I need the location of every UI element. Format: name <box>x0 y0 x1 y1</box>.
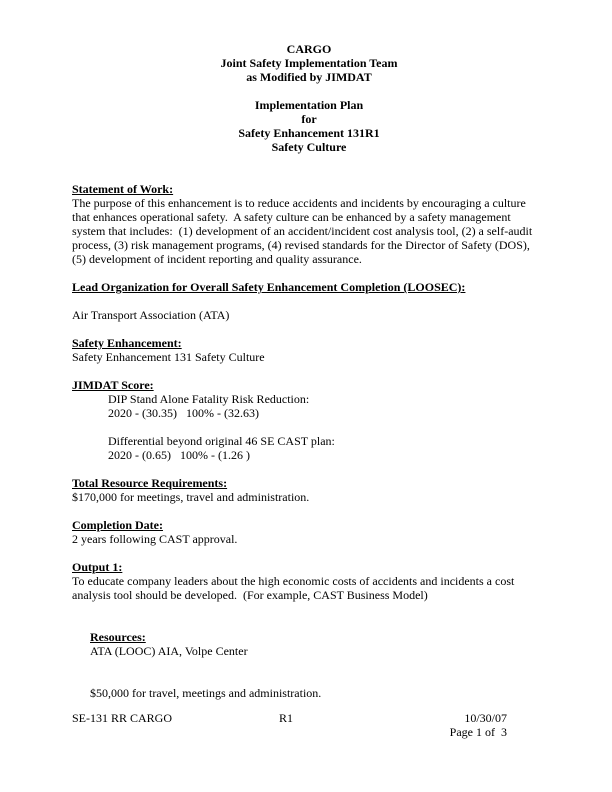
doc-title-line-3: Safety Enhancement 131R1 <box>238 126 380 140</box>
blank-line <box>72 504 546 518</box>
doc-title-line-2: for <box>301 112 317 126</box>
blank-line <box>72 462 546 476</box>
org-modified-by: as Modified by JIMDAT <box>246 70 372 84</box>
output-1-resources-cost: $50,000 for travel, meetings and administration. <box>90 686 322 700</box>
org-name: CARGO <box>286 42 332 56</box>
doc-title-line-1: Implementation Plan <box>254 98 364 112</box>
statement-of-work-text: The purpose of this enhancement is to reduce accidents and incidents by encouraging a culture <box>72 196 526 210</box>
completion-date-text: 2 years following CAST approval. <box>72 532 238 546</box>
statement-of-work-text: process, (3) risk management programs, (4) revised standards for the Director of Safety (DOS), <box>72 238 530 252</box>
statement-of-work-text: (5) development of incident reporting and quality assurance. <box>72 252 362 266</box>
blank-line <box>72 616 546 630</box>
blank-line <box>72 84 546 98</box>
footer-page-number: Page 1 of 3 <box>449 725 507 739</box>
total-resources-heading: Total Resource Requirements: <box>72 476 228 490</box>
org-team-name: Joint Safety Implementation Team <box>220 56 398 70</box>
statement-of-work-heading: Statement of Work: <box>72 182 174 196</box>
footer-date: 10/30/07 <box>464 711 507 725</box>
output-1-text: analysis tool should be developed. (For example, CAST Business Model) <box>72 588 428 602</box>
jimdat-stand-alone-values: 2020 - (30.35) 100% - (32.63) <box>108 406 259 420</box>
blank-line <box>72 168 546 182</box>
lead-organization-text: Air Transport Association (ATA) <box>72 308 230 322</box>
blank-line <box>72 322 546 336</box>
footer-doc-id: SE-131 RR CARGO <box>72 711 173 725</box>
jimdat-score-heading: JIMDAT Score: <box>72 378 154 392</box>
statement-of-work-text: system that includes: (1) development of an accident/incident cost analysis tool, (2) a self-audit <box>72 224 533 238</box>
blank-line <box>72 546 546 560</box>
footer-revision: R1 <box>279 711 294 725</box>
jimdat-stand-alone-label: DIP Stand Alone Fatality Risk Reduction: <box>108 392 310 406</box>
completion-date-heading: Completion Date: <box>72 518 163 532</box>
output-1-resources-heading: Resources: <box>90 630 146 644</box>
statement-of-work-text: that enhances operational safety. A safety culture can be enhanced by a safety management <box>72 210 511 224</box>
doc-title-line-4: Safety Culture <box>271 140 347 154</box>
blank-line <box>72 154 546 168</box>
jimdat-differential-values: 2020 - (0.65) 100% - (1.26 ) <box>108 448 250 462</box>
jimdat-differential-label: Differential beyond original 46 SE CAST plan: <box>108 434 335 448</box>
lead-organization-heading: Lead Organization for Overall Safety Enhancement Completion (LOOSEC): <box>72 280 466 294</box>
output-1-heading: Output 1: <box>72 560 123 574</box>
safety-enhancement-heading: Safety Enhancement: <box>72 336 182 350</box>
output-1-text: To educate company leaders about the high economic costs of accidents and incidents a cost <box>72 574 515 588</box>
output-1-resources-text: ATA (LOOC) AIA, Volpe Center <box>90 644 248 658</box>
safety-enhancement-text: Safety Enhancement 131 Safety Culture <box>72 350 265 364</box>
total-resources-text: $170,000 for meetings, travel and administration. <box>72 490 310 504</box>
blank-line <box>72 658 546 672</box>
blank-line <box>72 420 546 434</box>
blank-line <box>72 266 546 280</box>
blank-line <box>72 672 546 686</box>
blank-line <box>72 602 546 616</box>
footer-right-block <box>450 711 507 739</box>
blank-line <box>72 294 546 308</box>
blank-line <box>72 364 546 378</box>
